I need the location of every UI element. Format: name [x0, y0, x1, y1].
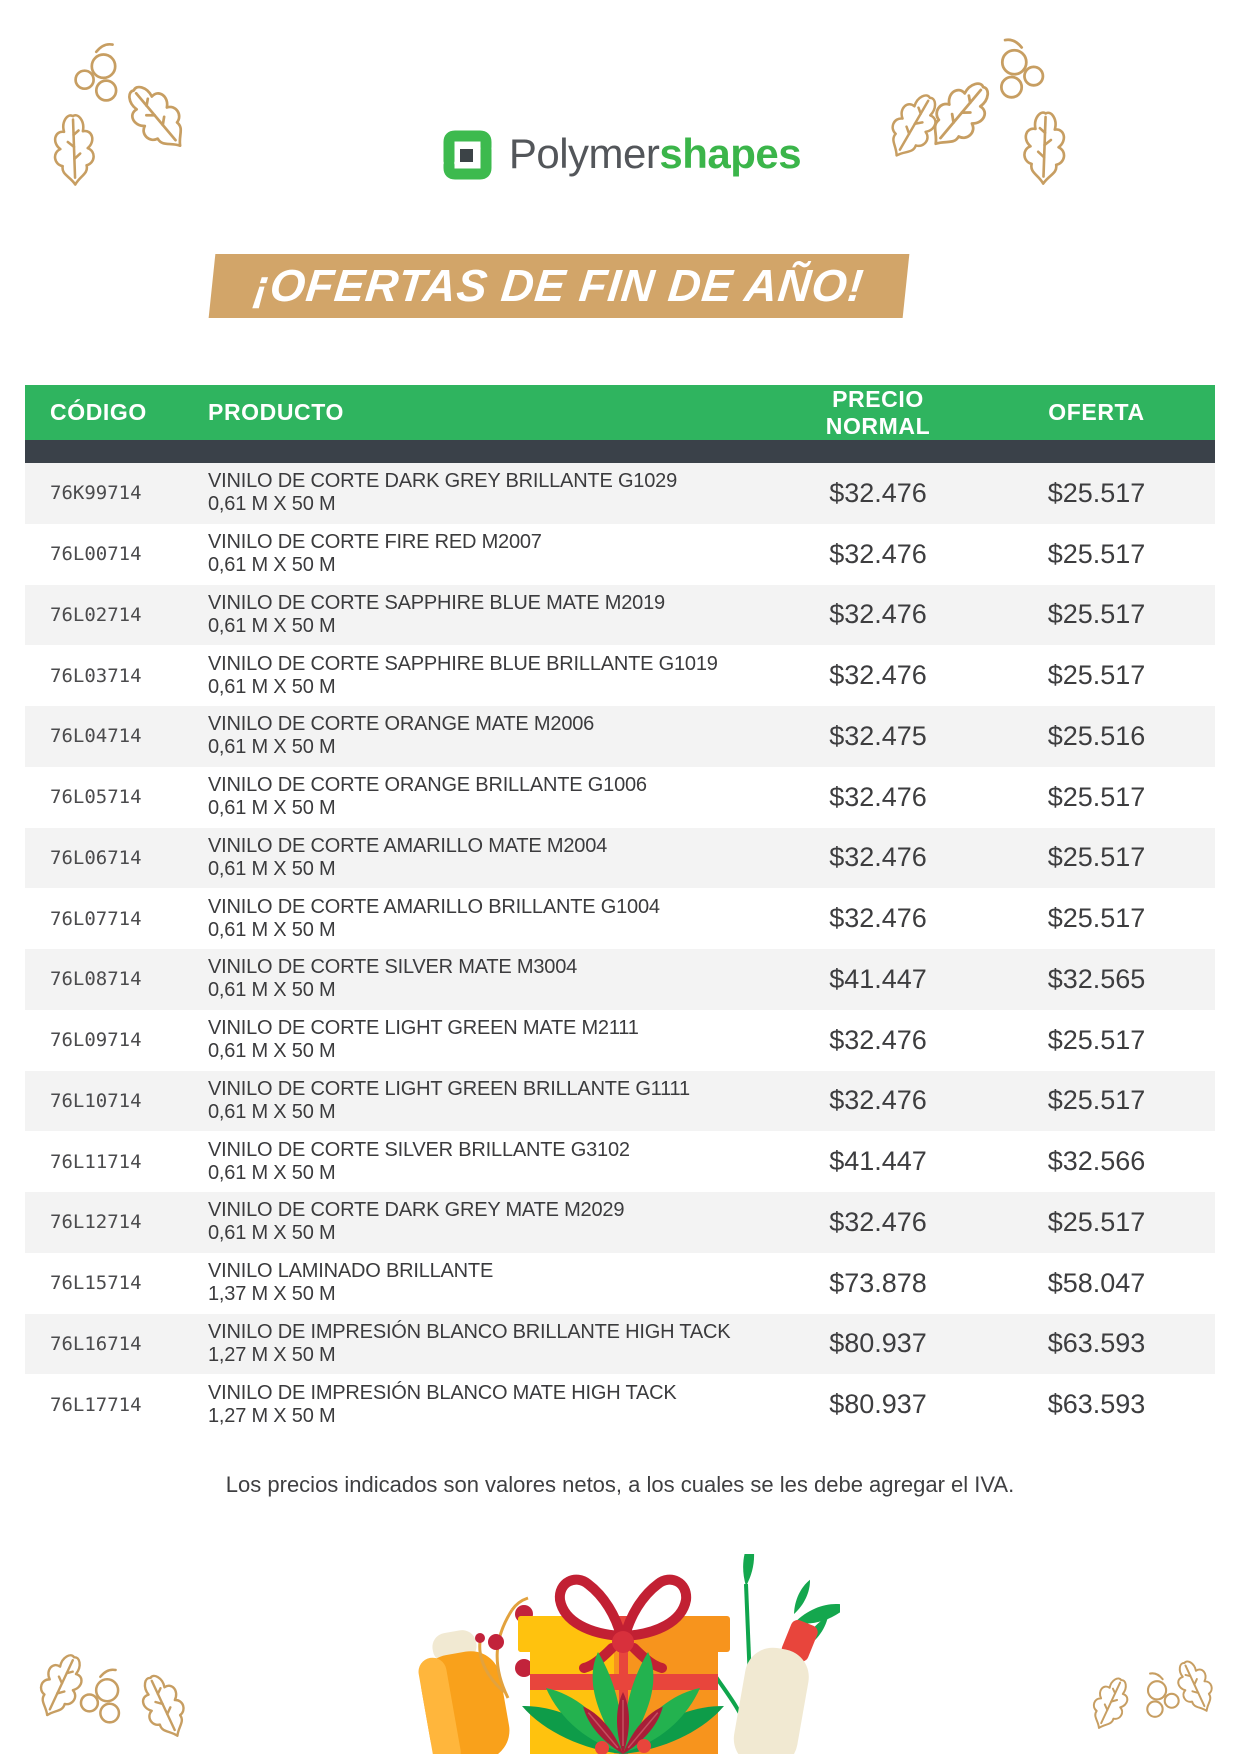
table-row: [25, 1253, 1215, 1314]
producto-nombre: VINILO DE CORTE ORANGE MATE M2006: [208, 713, 595, 736]
producto-cell: [208, 713, 778, 759]
producto-nombre: VINILO DE CORTE SAPPHIRE BLUE MATE M2019: [208, 591, 665, 614]
oferta-cell: $32.566: [1047, 1146, 1146, 1177]
codigo-cell: 76L03714: [50, 664, 142, 687]
producto-cell: [208, 1321, 778, 1367]
logo-text-prefix: Polymer: [508, 130, 660, 177]
producto-medida: 0,61 M X 50 M: [208, 1222, 336, 1245]
polymershapes-logo: [0, 126, 1240, 182]
price-table: [25, 385, 1215, 1435]
table-row: [25, 1131, 1215, 1192]
table-row: [25, 949, 1215, 1010]
codigo-cell: 76L06714: [50, 846, 142, 869]
producto-nombre: VINILO DE CORTE SILVER MATE M3004: [208, 956, 578, 979]
precio-normal-cell: $32.476: [829, 781, 927, 812]
table-row: [25, 828, 1215, 889]
producto-nombre: VINILO DE CORTE AMARILLO MATE M2004: [208, 834, 608, 857]
codigo-cell: 76L04714: [50, 725, 142, 748]
producto-cell: [208, 1260, 778, 1306]
producto-cell: [208, 774, 778, 820]
codigo-cell: 76L07714: [50, 907, 142, 930]
codigo-cell: 76L11714: [50, 1150, 142, 1173]
precio-normal-cell: $32.476: [829, 1206, 927, 1237]
polymershapes-logo-text: [508, 130, 802, 177]
polymershapes-logo-icon: [439, 126, 495, 182]
producto-medida: 0,61 M X 50 M: [208, 614, 336, 637]
codigo-cell: 76L02714: [50, 603, 142, 626]
table-header-row: [25, 385, 1215, 440]
producto-cell: [208, 896, 778, 942]
producto-nombre: VINILO DE IMPRESIÓN BLANCO MATE HIGH TACK: [208, 1381, 677, 1404]
table-row: [25, 1314, 1215, 1375]
table-header-shadow: [25, 440, 1215, 463]
holly-decoration-bottom-left: [14, 1604, 204, 1754]
offers-banner-title: ¡OFERTAS DE FIN DE AÑO!: [251, 260, 867, 311]
precio-normal-cell: $73.878: [829, 1267, 927, 1298]
producto-medida: 0,61 M X 50 M: [208, 1100, 336, 1123]
codigo-cell: 76K99714: [50, 482, 142, 505]
producto-cell: [208, 1199, 778, 1245]
oferta-cell: $25.516: [1047, 720, 1146, 751]
producto-cell: [208, 653, 778, 699]
producto-cell: [208, 592, 778, 638]
oferta-cell: $63.593: [1047, 1389, 1146, 1420]
logo-text-suffix: shapes: [659, 130, 802, 177]
header-codigo: CÓDIGO: [50, 399, 147, 425]
producto-medida: 0,61 M X 50 M: [208, 736, 336, 759]
oferta-cell: $63.593: [1047, 1328, 1146, 1359]
producto-medida: 0,61 M X 50 M: [208, 857, 336, 880]
producto-cell: [208, 1078, 778, 1124]
codigo-cell: 76L17714: [50, 1393, 142, 1416]
codigo-cell: 76L10714: [50, 1089, 142, 1112]
codigo-cell: 76L12714: [50, 1211, 142, 1234]
producto-nombre: VINILO DE CORTE FIRE RED M2007: [208, 531, 542, 554]
producto-nombre: VINILO DE CORTE LIGHT GREEN MATE M2111: [208, 1017, 639, 1040]
producto-nombre: VINILO DE CORTE LIGHT GREEN BRILLANTE G1111: [208, 1077, 690, 1100]
precio-normal-cell: $80.937: [829, 1328, 927, 1359]
precio-normal-cell: $32.476: [829, 477, 927, 508]
producto-medida: 0,61 M X 50 M: [208, 554, 336, 577]
holly-decoration-bottom-right: [1078, 1608, 1233, 1754]
producto-medida: 0,61 M X 50 M: [208, 979, 336, 1002]
codigo-cell: 76L09714: [50, 1029, 142, 1052]
table-row: [25, 1071, 1215, 1132]
codigo-cell: 76L15714: [50, 1272, 142, 1295]
oferta-cell: $25.517: [1047, 599, 1146, 630]
producto-cell: [208, 1382, 778, 1428]
producto-nombre: VINILO DE CORTE ORANGE BRILLANTE G1006: [208, 774, 647, 797]
oferta-cell: $25.517: [1047, 1206, 1146, 1237]
precio-normal-cell: $32.475: [829, 720, 927, 751]
christmas-gift-illustration: [400, 1554, 840, 1754]
table-row: [25, 1374, 1215, 1435]
producto-nombre: VINILO DE CORTE AMARILLO BRILLANTE G1004: [208, 895, 660, 918]
producto-medida: 0,61 M X 50 M: [208, 493, 336, 516]
oferta-cell: $25.517: [1047, 903, 1146, 934]
precio-normal-cell: $32.476: [829, 1085, 927, 1116]
table-row: [25, 1192, 1215, 1253]
table-row: [25, 524, 1215, 585]
table-row: [25, 645, 1215, 706]
precio-normal-cell: $32.476: [829, 1024, 927, 1055]
table-row: [25, 706, 1215, 767]
precio-normal-cell: $41.447: [829, 963, 927, 994]
oferta-cell: $25.517: [1047, 477, 1146, 508]
table-row: [25, 888, 1215, 949]
table-row: [25, 1010, 1215, 1071]
oferta-cell: $25.517: [1047, 1085, 1146, 1116]
precio-normal-cell: $32.476: [829, 599, 927, 630]
table-row: [25, 767, 1215, 828]
codigo-cell: 76L08714: [50, 968, 142, 991]
producto-nombre: VINILO DE CORTE SILVER BRILLANTE G3102: [208, 1138, 630, 1161]
producto-medida: 0,61 M X 50 M: [208, 797, 336, 820]
producto-medida: 0,61 M X 50 M: [208, 1161, 336, 1184]
offers-banner: [209, 254, 910, 318]
producto-medida: 1,27 M X 50 M: [208, 1404, 336, 1427]
producto-cell: [208, 470, 778, 516]
oferta-cell: $25.517: [1047, 660, 1146, 691]
precio-normal-cell: $32.476: [829, 842, 927, 873]
precio-normal-cell: $32.476: [829, 538, 927, 569]
producto-cell: [208, 1017, 778, 1063]
producto-nombre: VINILO LAMINADO BRILLANTE: [208, 1260, 494, 1283]
oferta-cell: $25.517: [1047, 781, 1146, 812]
price-disclaimer: Los precios indicados son valores netos, a los cuales se les debe agregar el IVA.: [225, 1472, 1015, 1497]
oferta-cell: $58.047: [1047, 1267, 1146, 1298]
producto-medida: 0,61 M X 50 M: [208, 1040, 336, 1063]
oferta-cell: $25.517: [1047, 842, 1146, 873]
precio-normal-cell: $80.937: [829, 1389, 927, 1420]
producto-nombre: VINILO DE CORTE DARK GREY MATE M2029: [208, 1199, 625, 1222]
precio-normal-cell: $32.476: [829, 660, 927, 691]
producto-cell: [208, 956, 778, 1002]
producto-cell: [208, 835, 778, 881]
header-oferta: OFERTA: [1048, 399, 1145, 425]
producto-nombre: VINILO DE CORTE SAPPHIRE BLUE BRILLANTE G1019: [208, 652, 718, 675]
table-body: [25, 463, 1215, 1435]
producto-cell: [208, 1139, 778, 1185]
producto-medida: 1,27 M X 50 M: [208, 1343, 336, 1366]
precio-normal-cell: $32.476: [829, 903, 927, 934]
codigo-cell: 76L05714: [50, 786, 142, 809]
header-producto: PRODUCTO: [208, 399, 344, 425]
producto-nombre: VINILO DE IMPRESIÓN BLANCO BRILLANTE HIGH TACK: [208, 1320, 731, 1343]
producto-cell: [208, 531, 778, 577]
producto-medida: 0,61 M X 50 M: [208, 675, 336, 698]
header-precio-normal: PRECIO NORMAL: [825, 385, 931, 439]
table-row: [25, 463, 1215, 524]
oferta-cell: $32.565: [1047, 963, 1146, 994]
codigo-cell: 76L00714: [50, 543, 142, 566]
oferta-cell: $25.517: [1047, 538, 1146, 569]
table-row: [25, 585, 1215, 646]
precio-normal-cell: $41.447: [829, 1146, 927, 1177]
producto-medida: 0,61 M X 50 M: [208, 918, 336, 941]
oferta-cell: $25.517: [1047, 1024, 1146, 1055]
codigo-cell: 76L16714: [50, 1332, 142, 1355]
producto-nombre: VINILO DE CORTE DARK GREY BRILLANTE G1029: [208, 470, 677, 493]
producto-medida: 1,37 M X 50 M: [208, 1283, 336, 1306]
